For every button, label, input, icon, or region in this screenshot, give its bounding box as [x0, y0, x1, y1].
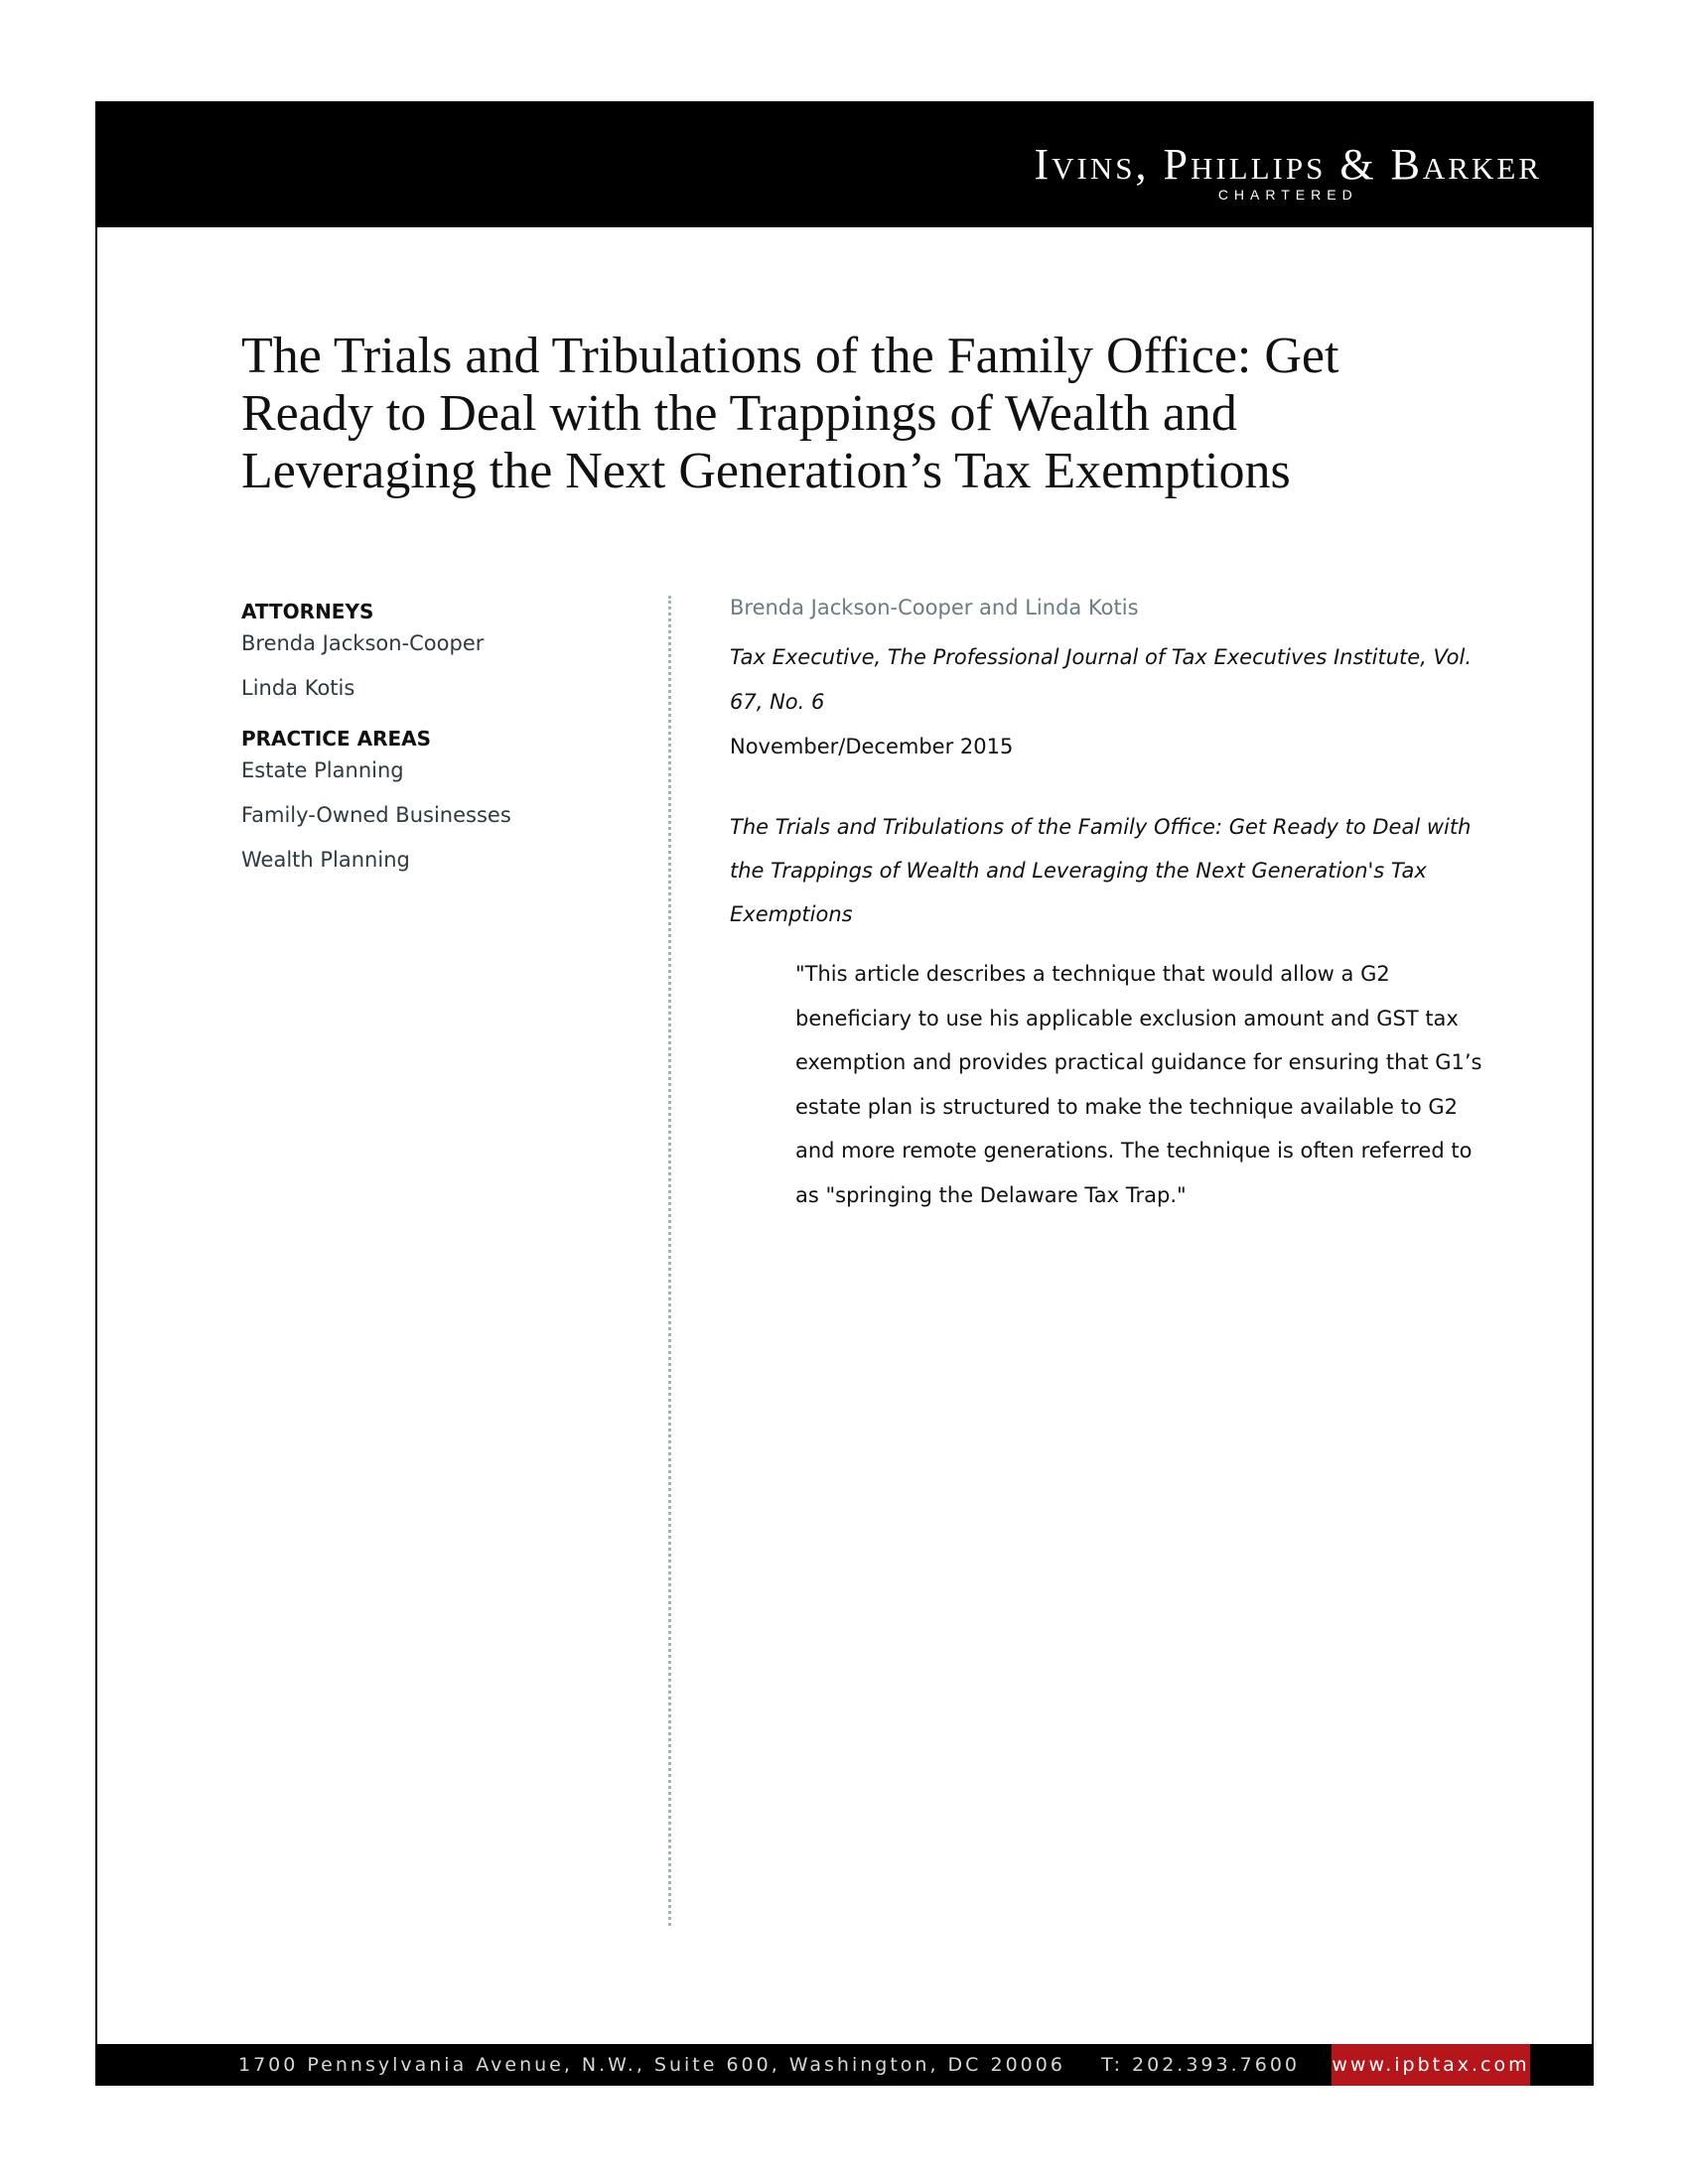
article-quote: "This article describes a technique that would allow a G2 beneficiary to use his applicable exclusion amount and GST tax exemption and provides practical guidance for ensuring that G1’s estate plan is structured to make the technique available to G2 and more remote generations. The technique is often referred to as "springing the Delaware Tax Trap." — [795, 962, 1482, 1207]
practice-areas-heading: PRACTICE AREAS — [241, 727, 432, 751]
footer-bar — [95, 2044, 1594, 2086]
article-title: The Trials and Tribulations of the Family Office: Get Ready to Deal with the Trappings of Wealth and Leveraging the Next Generation's Tax Exemptions — [730, 815, 1472, 926]
header-bar — [95, 101, 1594, 227]
firm-name: Ivins, Phillips & Barker — [1034, 140, 1542, 189]
byline: Brenda Jackson-Cooper and Linda Kotis — [730, 596, 1139, 619]
practice-area-link[interactable]: Wealth Planning — [241, 848, 410, 872]
attorney-link[interactable]: Linda Kotis — [241, 676, 355, 700]
main-content — [730, 592, 1484, 1217]
page-title: The Trials and Tribulations of the Family Office: Get Ready to Deal with the Trappings of Wealth and Leveraging the Next Generation’s Tax Exemptions — [241, 328, 1339, 499]
sidebar — [241, 600, 638, 892]
column-divider — [668, 596, 671, 1926]
practice-area-link[interactable]: Estate Planning — [241, 758, 404, 782]
firm-subtitle: CHARTERED — [1217, 187, 1358, 203]
firm-address: 1700 Pennsylvania Avenue, N.W., Suite 600, Washington, DC 20006 T: 202.393.7600 — [238, 2054, 1301, 2076]
website-link[interactable]: www.ipbtax.com — [1332, 2044, 1530, 2086]
attorney-link[interactable]: Brenda Jackson-Cooper — [241, 631, 485, 655]
firm-logo — [1034, 140, 1543, 203]
attorneys-heading: ATTORNEYS — [241, 600, 374, 623]
publication-date: November/December 2015 — [730, 735, 1014, 758]
publication: Tax Executive, The Professional Journal of Tax Executives Institute, Vol. 67, No. 6 — [730, 645, 1473, 714]
practice-area-link[interactable]: Family-Owned Businesses — [241, 803, 511, 827]
